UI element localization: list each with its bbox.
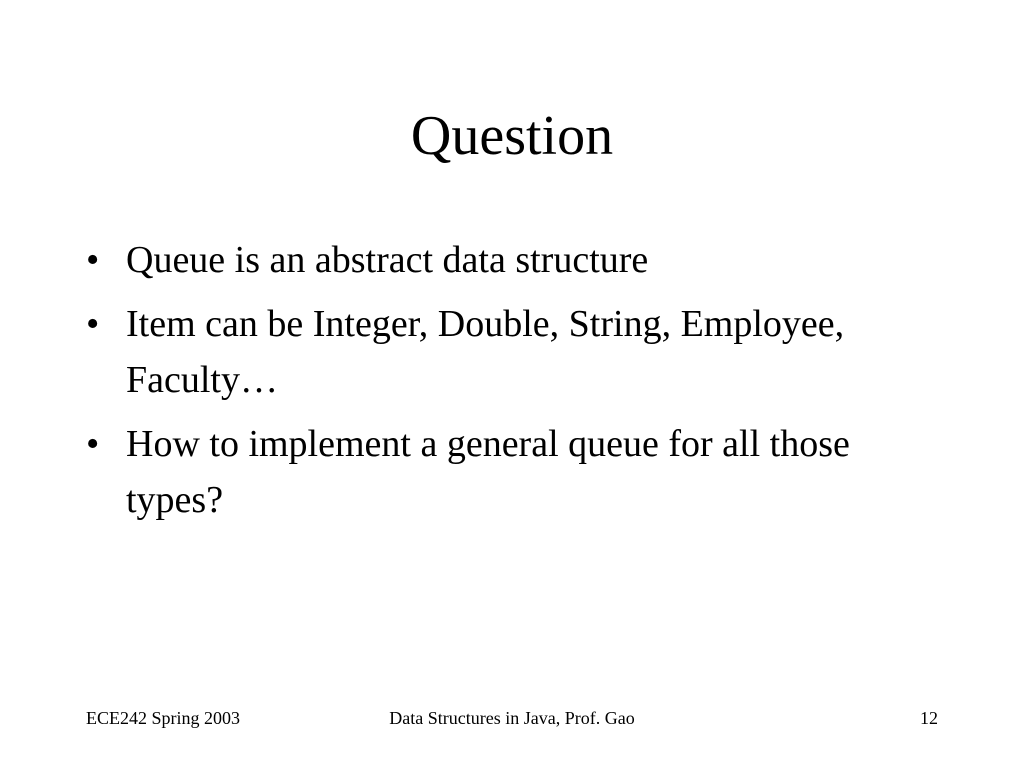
bullet-list — [84, 232, 944, 536]
bullet-icon: • — [86, 423, 100, 465]
bullet-item — [84, 416, 944, 528]
bullet-item — [84, 296, 944, 408]
bullet-icon: • — [86, 303, 100, 345]
footer-lecture-title: Data Structures in Java, Prof. Gao — [389, 708, 635, 728]
bullet-text: Item can be Integer, Double, String, Employee, Faculty… — [126, 303, 845, 401]
bullet-text: How to implement a general queue for all those types? — [126, 423, 850, 521]
bullet-text: Queue is an abstract data structure — [126, 239, 649, 281]
slide-footer — [0, 704, 1024, 732]
bullet-item — [84, 232, 944, 288]
footer-page-number: 12 — [920, 708, 938, 728]
slide-title: Question — [410, 105, 614, 167]
bullet-icon: • — [86, 239, 100, 281]
footer-course: ECE242 Spring 2003 — [86, 708, 241, 728]
